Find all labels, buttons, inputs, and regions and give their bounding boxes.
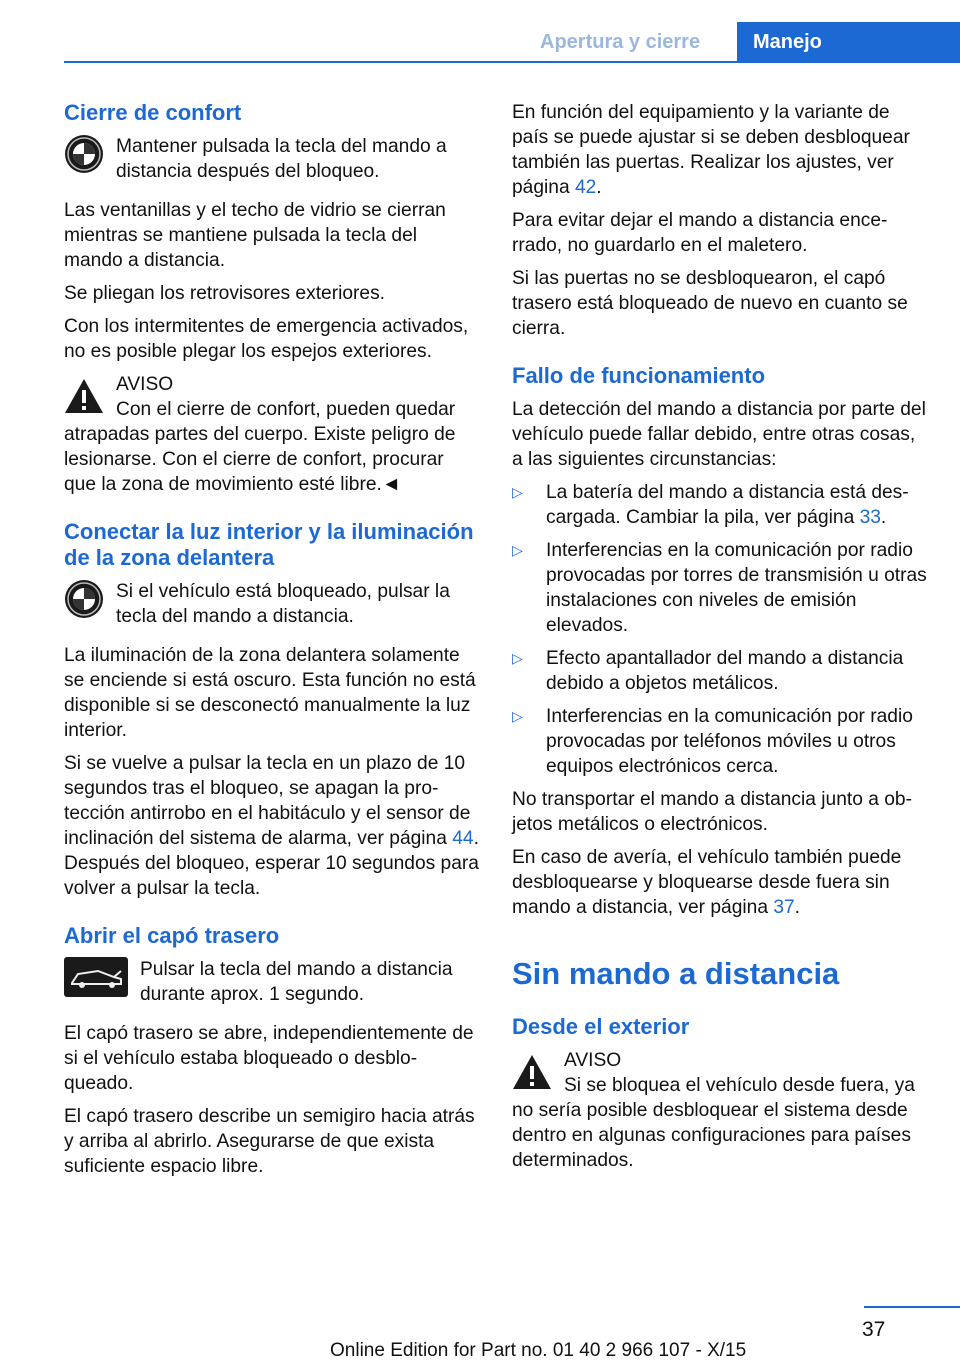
footer-rule bbox=[864, 1306, 960, 1308]
header-section-tab[interactable]: Apertura y cierre bbox=[540, 31, 701, 53]
warning-text: atrapadas partes del cuerpo. Existe peligro de lesionarse. Con el cierre de confort, procurar que la zona de movimiento esté libre.◄ bbox=[64, 424, 456, 495]
remote-tailgate-instruction bbox=[64, 957, 480, 1007]
paragraph: Para evitar dejar el mando a distancia encerrado, no guardarlo en el maletero. bbox=[512, 210, 888, 256]
warning-label: AVISO bbox=[564, 1050, 622, 1071]
list-item: ▷ Efecto apantallador del mando a distancia debido a objetos metálicos. bbox=[512, 648, 904, 694]
header-rule bbox=[64, 61, 960, 63]
bullet-triangle-icon: ▷ bbox=[512, 484, 523, 500]
remote-lock-instruction bbox=[64, 134, 480, 184]
chapter-title-without-remote: Sin mando a distancia bbox=[512, 956, 840, 991]
warning-triangle-icon bbox=[64, 378, 104, 414]
paragraph: Si se vuelve a pulsar la tecla en un plazo de 10 segundos tras el bloqueo, se apagan la protección antirrobo en el habitáculo y el sensor de inclinación del sistema de alarma, ver página 44. Después del bloqueo, esperar 10 segundos para volver a pulsar la tecla. bbox=[64, 753, 479, 899]
warning-triangle-icon bbox=[512, 1054, 552, 1090]
warning-notice bbox=[64, 372, 480, 497]
page-link[interactable]: 33 bbox=[859, 507, 881, 528]
bmw-key-lock-icon bbox=[64, 134, 104, 174]
paragraph: Con los intermitentes de emergencia activados, no es posible plegar los espejos exteriores. bbox=[64, 316, 469, 362]
list-item: ▷ Interferencias en la comunicación por radio provocadas por teléfonos móviles u otros equipos electrónicos cerca. bbox=[512, 706, 913, 777]
section-title-interior-light: Conectar la luz interior y la iluminación de la zona delantera bbox=[64, 519, 474, 570]
remote-lock-text: Mantener pulsada la tecla del mando a distancia después del bloqueo. bbox=[116, 136, 447, 182]
section-title-from-outside: Desde el exterior bbox=[512, 1014, 690, 1039]
remote-light-text: Si el vehículo está bloqueado, pulsar la tecla del mando a distancia. bbox=[116, 581, 450, 627]
page-number: 37 bbox=[862, 1318, 886, 1341]
page-link[interactable]: 44 bbox=[452, 828, 474, 849]
remote-tailgate-text: Pulsar la tecla del mando a distancia durante aprox. 1 segundo. bbox=[140, 959, 453, 1005]
malfunction-list bbox=[512, 480, 928, 779]
page-link[interactable]: 42 bbox=[574, 177, 597, 198]
bullet-triangle-icon: ▷ bbox=[512, 650, 523, 666]
header-chapter-tab[interactable]: Manejo bbox=[737, 22, 960, 62]
paragraph: La detección del mando a distancia por parte del vehículo puede fallar debido, entre otras cosas, a las siguientes circunstancias: bbox=[512, 399, 926, 470]
section-title-malfunction: Fallo de funcionamiento bbox=[512, 363, 766, 388]
paragraph: El capó trasero se abre, independientemente de si el vehículo estaba bloqueado o desbloqueado. bbox=[64, 1023, 474, 1094]
paragraph: No transportar el mando a distancia junto a objetos metálicos o electrónicos. bbox=[512, 789, 912, 835]
warning-text: no sería posible desbloquear el sistema desde dentro en algunas configuraciones para países determinados. bbox=[512, 1100, 911, 1171]
page-link[interactable]: 37 bbox=[773, 897, 795, 918]
section-title-open-tailgate: Abrir el capó trasero bbox=[64, 923, 280, 948]
right-column bbox=[512, 100, 928, 1181]
list-item: ▷ La batería del mando a distancia está descargada. Cambiar la pila, ver página 33. bbox=[512, 482, 909, 528]
paragraph: El capó trasero describe un semigiro hacia atrás y arriba al abrirlo. Asegurarse de que exista suficiente espacio libre. bbox=[64, 1106, 475, 1177]
section-title-comfort-closing: Cierre de confort bbox=[64, 100, 242, 125]
remote-light-instruction bbox=[64, 579, 480, 629]
warning-label: AVISO bbox=[116, 374, 174, 395]
left-column bbox=[64, 100, 480, 1187]
list-item: ▷ Interferencias en la comunicación por radio provocadas por torres de transmisión u otras instalaciones con niveles de emisión elevados. bbox=[512, 540, 927, 636]
paragraph: Se pliegan los retrovisores exteriores. bbox=[64, 283, 386, 304]
bullet-triangle-icon: ▷ bbox=[512, 708, 523, 724]
paragraph: Las ventanillas y el techo de vidrio se cierran mientras se mantiene pulsada la tecla del mando a distancia. bbox=[64, 200, 446, 271]
warning-text-first: Con el cierre de confort, pueden quedar bbox=[116, 399, 456, 420]
warning-notice bbox=[512, 1048, 928, 1173]
footer-edition: Online Edition for Part no. 01 40 2 966 107 - X/15 bbox=[330, 1340, 747, 1361]
paragraph: En caso de avería, el vehículo también puede desbloquearse y bloquearse desde fuera sin mando a distancia, ver página 37. bbox=[512, 847, 902, 918]
car-tailgate-icon bbox=[64, 957, 128, 997]
warning-text-first: Si se bloquea el vehículo desde fuera, ya bbox=[564, 1075, 915, 1096]
paragraph: En función del equipamiento y la variante de país se puede ajustar si se deben desbloquear también las puertas. Realizar los ajustes, ver página 42. bbox=[512, 102, 910, 198]
paragraph: Si las puertas no se desbloquearon, el capó trasero está bloqueado de nuevo en cuanto se cierra. bbox=[512, 268, 908, 339]
paragraph: La iluminación de la zona delantera solamente se enciende si está oscuro. Esta función no está disponible si se desconectó manualmente la luz interior. bbox=[64, 645, 476, 741]
bmw-key-lock-icon bbox=[64, 579, 104, 619]
bullet-triangle-icon: ▷ bbox=[512, 542, 523, 558]
